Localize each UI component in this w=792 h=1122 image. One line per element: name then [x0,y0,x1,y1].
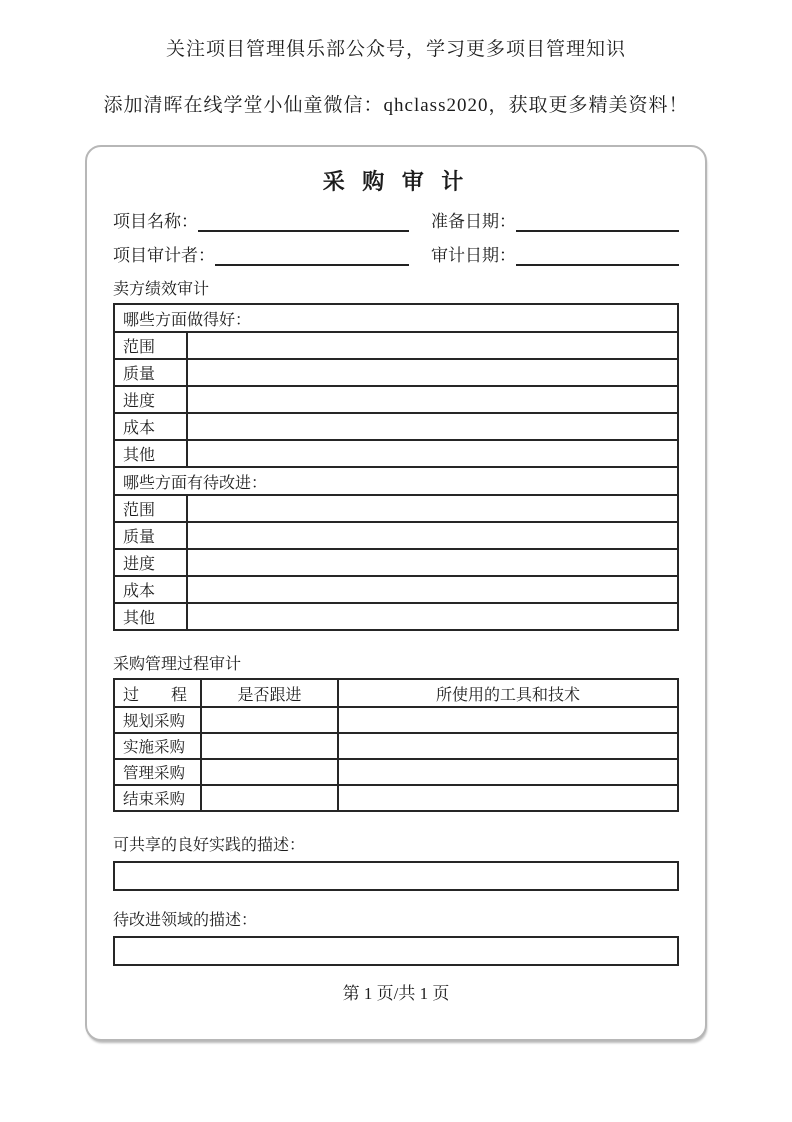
table-row [114,522,678,549]
followed-cell [201,759,338,785]
tools-cell [338,707,678,733]
tools-cell [338,759,678,785]
row-label: 范围 [114,495,187,522]
row-label: 其他 [114,440,187,467]
good-practices-box [113,861,679,891]
process-name-cell: 结束采购 [114,785,201,811]
process-name-cell: 实施采购 [114,733,201,759]
field-project-name-input-line [198,210,409,232]
col-header-process: 过 程 [114,679,201,707]
row-value-cell [187,332,678,359]
improvement-areas-box [113,936,679,966]
field-audit-date-input-line [516,244,679,266]
row-label: 其他 [114,603,187,630]
tools-cell [338,785,678,811]
table-row [114,733,678,759]
section-seller-performance-audit: 卖方绩效审计 [113,281,210,298]
form-meta [113,208,679,266]
table-row [114,332,678,359]
form-title: 采 购 审 计 [322,169,470,194]
row-label: 成本 [114,576,187,603]
row-label: 成本 [114,413,187,440]
row-value-cell [187,495,678,522]
field-project-name [113,208,409,232]
table-row [114,549,678,576]
page-number: 第 1 页/共 1 页 [342,984,450,1003]
good-practices-label: 可共享的良好实践的描述： [113,837,306,854]
row-label: 进度 [114,549,187,576]
table-row [114,785,678,811]
meta-row-2 [113,242,679,266]
col-header-tools: 所使用的工具和技术 [338,679,678,707]
process-name-cell: 管理采购 [114,759,201,785]
promo-header [0,0,792,117]
subheader-done-well: 哪些方面做得好： [114,304,678,332]
field-project-auditor-label: 项目审计者： [113,246,215,265]
row-label: 范围 [114,332,187,359]
procurement-process-table [113,678,679,812]
row-value-cell [187,413,678,440]
seller-performance-table [113,303,679,631]
field-prepare-date [431,208,679,232]
row-value-cell [187,359,678,386]
followed-cell [201,785,338,811]
field-prepare-date-label: 准备日期： [431,212,516,231]
row-value-cell [187,576,678,603]
table-row [114,440,678,467]
table-row [114,304,678,332]
row-value-cell [187,603,678,630]
subheader-needs-improvement: 哪些方面有待改进： [114,467,678,495]
field-audit-date [431,242,679,266]
row-value-cell [187,522,678,549]
row-label: 质量 [114,359,187,386]
process-name-cell: 规划采购 [114,707,201,733]
tools-cell [338,733,678,759]
followed-cell [201,707,338,733]
row-value-cell [187,386,678,413]
table-row [114,576,678,603]
procurement-audit-form [85,145,707,1041]
improvement-areas-label: 待改进领域的描述： [113,912,258,929]
row-value-cell [187,440,678,467]
row-label: 质量 [114,522,187,549]
table-row [114,359,678,386]
table-row [114,759,678,785]
promo-line-2: 添加清晖在线学堂小仙童微信：qhclass2020，获取更多精美资料！ [103,95,689,116]
table-row [114,386,678,413]
table-row [114,603,678,630]
meta-row-1 [113,208,679,232]
table-header-row [114,679,678,707]
section-procurement-process-audit: 采购管理过程审计 [113,656,242,673]
field-audit-date-label: 审计日期： [431,246,516,265]
row-label: 进度 [114,386,187,413]
field-project-name-label: 项目名称： [113,212,198,231]
field-project-auditor-input-line [215,244,409,266]
row-value-cell [187,549,678,576]
col-header-followed: 是否跟进 [201,679,338,707]
table-row [114,467,678,495]
field-prepare-date-input-line [516,210,679,232]
table-row [114,413,678,440]
followed-cell [201,733,338,759]
table-row [114,495,678,522]
field-project-auditor [113,242,409,266]
promo-line-1: 关注项目管理俱乐部公众号，学习更多项目管理知识 [165,39,626,60]
table-row [114,707,678,733]
